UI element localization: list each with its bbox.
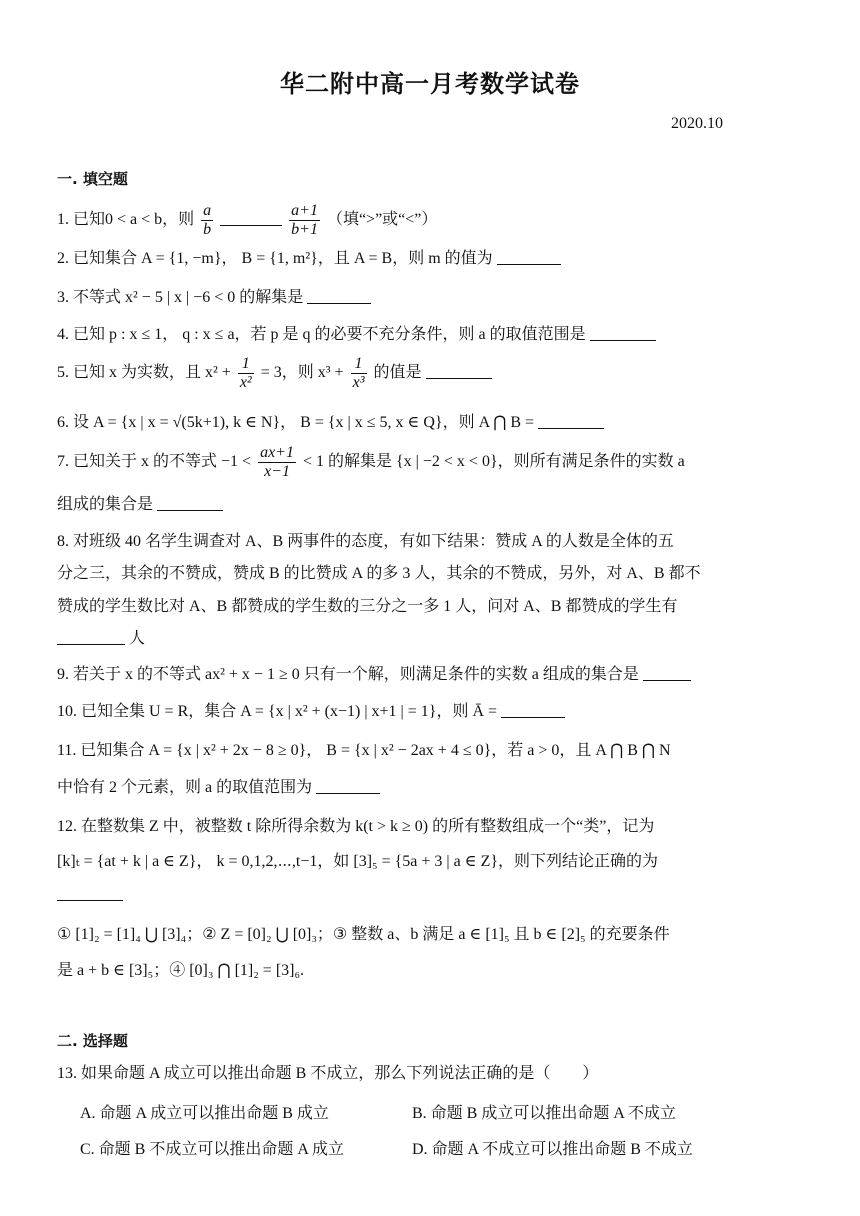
q1-frac2-den: b+1 <box>291 221 318 238</box>
section-choice-heading: 二. 选择题 <box>57 1032 128 1050</box>
option-b[interactable]: B. 命题 B 成立可以推出命题 A 不成立 <box>412 1105 677 1122</box>
q6-text: 6. 设 A = {x | x = √(5k+1), k ∈ N}， B = {x | x ≤ 5, x ∈ Q}，则 A ⋂ B = <box>57 414 535 431</box>
q1-frac2-num: a+1 <box>291 202 318 219</box>
q5-fraction-1-x2 <box>238 355 254 392</box>
answer-blank[interactable] <box>590 326 656 341</box>
q4-text: 4. 已知 p : x ≤ 1， q : x ≤ a，若 p 是 q 的必要不充分条件，则 a 的取值范围是 <box>57 326 586 343</box>
q5-frac2-den: x³ <box>352 374 365 391</box>
q1-text-pre: 1. 已知0 < a < b，则 <box>57 211 195 229</box>
q5-text-post: 的值是 <box>373 364 422 382</box>
answer-blank[interactable] <box>157 496 223 511</box>
question-5 <box>57 355 727 392</box>
question-9 <box>57 664 727 686</box>
question-3 <box>57 287 727 309</box>
question-8-line-3: 赞成的学生数比对 A、B 都赞成的学生数的三分之一多 1 人，问对 A、B 都赞成的学生有 <box>57 598 678 615</box>
question-4 <box>57 324 727 346</box>
q8-text-line4: 人 <box>129 630 146 647</box>
answer-blank[interactable] <box>538 414 604 429</box>
q7-text-pre: 7. 已知关于 x 的不等式 −1 < <box>57 453 252 471</box>
question-11-line-1: 11. 已知集合 A = {x | x² + 2x − 8 ≥ 0}， B = {x | x² − 2ax + 4 ≤ 0}，若 a > 0，且 A ⋂ B ⋂ N <box>57 742 671 759</box>
answer-blank[interactable] <box>501 703 565 718</box>
question-10 <box>57 701 727 723</box>
q11-text-line2: 中恰有 2 个元素，则 a 的取值范围为 <box>57 779 313 796</box>
q7-text-line2: 组成的集合是 <box>57 496 154 513</box>
answer-blank[interactable] <box>57 886 123 901</box>
section-fill-heading: 一. 填空题 <box>57 170 128 188</box>
option-d[interactable]: D. 命题 A 不成立可以推出命题 B 不成立 <box>412 1141 693 1158</box>
question-8-line-1: 8. 对班级 40 名学生调查对 A、B 两事件的态度，有如下结果：赞成 A 的人数是全体的五 <box>57 533 674 550</box>
q1-fraction-a-b <box>201 202 213 239</box>
question-12-line-4: ① [1]₂ = [1]₄ ⋃ [3]₄；② Z = [0]₂ ⋃ [0]₃；③ 整数 a、b 满足 a ∈ [1]₅ 且 b ∈ [2]₅ 的充要条件 <box>57 926 670 943</box>
q1-fraction-a1-b1 <box>289 202 320 239</box>
q7-fraction <box>258 444 296 481</box>
question-2 <box>57 248 727 270</box>
question-11-line-2 <box>57 777 727 799</box>
exam-title: 华二附中高一月考数学试卷 <box>280 70 580 98</box>
exam-date: 2020.10 <box>671 115 723 132</box>
question-6 <box>57 412 727 434</box>
question-12-line-2: [k]ₜ = {at + k | a ∈ Z}， k = 0,1,2,⋯,t−1，如 [3]₅ = {5a + 3 | a ∈ Z}，则下列结论正确的为 <box>57 853 659 870</box>
question-7 <box>57 444 727 481</box>
answer-blank[interactable] <box>307 289 371 304</box>
answer-blank[interactable] <box>316 779 380 794</box>
question-12-line-5: 是 a + b ∈ [3]₅；④ [0]₃ ⋂ [1]₂ = [3]₆. <box>57 962 305 979</box>
question-1 <box>57 202 727 239</box>
q1-frac1-num: a <box>203 202 212 219</box>
q7-frac-den: x−1 <box>258 462 296 481</box>
q1-frac1-den: b <box>203 221 212 238</box>
answer-blank[interactable] <box>497 250 561 265</box>
question-12-line-3 <box>57 884 727 906</box>
q5-frac2-num: 1 <box>354 355 363 372</box>
q5-frac1-num: 1 <box>241 355 250 372</box>
q2-text: 2. 已知集合 A = {1, −m}， B = {1, m²}，且 A = B，则 m 的值为 <box>57 250 493 267</box>
q1-text-post: （填“>”或“<”） <box>326 211 438 229</box>
q5-fraction-1-x3 <box>351 355 367 392</box>
q7-frac-num: ax+1 <box>260 444 294 461</box>
question-7-line-2 <box>57 494 727 516</box>
question-12-line-1: 12. 在整数集 Z 中，被整数 t 除所得余数为 k(t > k ≥ 0) 的所有整数组成一个“类”，记为 <box>57 818 655 835</box>
answer-blank[interactable] <box>57 630 125 645</box>
answer-blank[interactable] <box>643 666 691 681</box>
option-c[interactable]: C. 命题 B 不成立可以推出命题 A 成立 <box>80 1141 345 1158</box>
question-8-line-2: 分之三，其余的不赞成，赞成 B 的比赞成 A 的多 3 人，其余的不赞成，另外，对 A、B 都不 <box>57 565 701 582</box>
q9-text: 9. 若关于 x 的不等式 ax² + x − 1 ≥ 0 只有一个解，则满足条件的实数 a 组成的集合是 <box>57 666 639 683</box>
q3-text: 3. 不等式 x² − 5 | x | −6 < 0 的解集是 <box>57 289 304 306</box>
q10-text: 10. 已知全集 U = R，集合 A = {x | x² + (x−1) | x+1 | = 1}，则 Ā = <box>57 703 498 720</box>
option-a[interactable]: A. 命题 A 成立可以推出命题 B 成立 <box>80 1105 329 1122</box>
q7-text-post: < 1 的解集是 {x | −2 < x < 0}，则所有满足条件的实数 a <box>302 453 685 471</box>
answer-blank[interactable] <box>426 364 492 379</box>
question-13-stem: 13. 如果命题 A 成立可以推出命题 B 不成立，那么下列说法正确的是（ ） <box>57 1065 599 1082</box>
answer-blank[interactable] <box>220 211 282 226</box>
q5-frac1-den: x² <box>239 374 252 391</box>
question-8-line-4 <box>57 628 727 650</box>
q5-text-pre: 5. 已知 x 为实数，且 x² + <box>57 364 231 382</box>
q5-text-mid: = 3，则 x³ + <box>260 364 344 382</box>
